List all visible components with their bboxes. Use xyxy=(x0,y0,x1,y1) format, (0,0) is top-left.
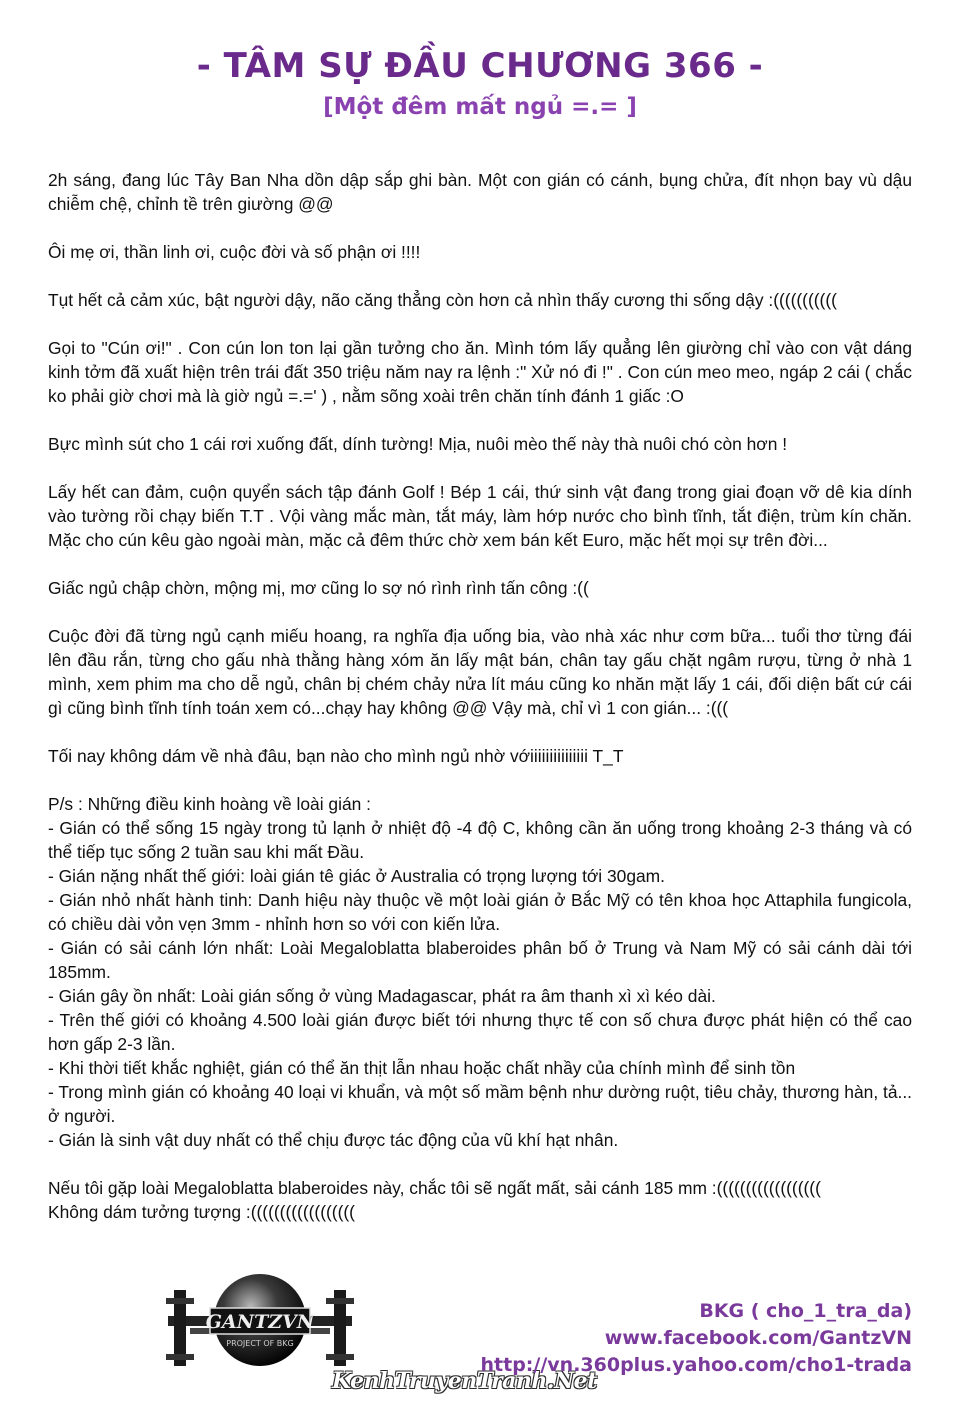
ps-heading: P/s : Những điều kinh hoàng về loài gián : xyxy=(48,794,371,814)
ps-item: - Gián gây ồn nhất: Loài gián sống ở vùng Madagascar, phát ra âm thanh xì xì kéo dài. xyxy=(48,986,716,1006)
ps-item: - Khi thời tiết khắc nghiệt, gián có thể ăn thịt lẫn nhau hoặc chất nhầy của chính mình để sinh tồn xyxy=(48,1058,796,1078)
gantzvn-logo xyxy=(160,1270,360,1390)
ps-item: - Trên thế giới có khoảng 4.500 loài gián được biết tới nhưng thực tế con số chưa được phát hiện có thể cao hơn gấp 2-3 lần. xyxy=(48,1010,912,1054)
paragraph: Tối nay không dám về nhà đâu, bạn nào cho mình ngủ nhờ vớiiiiiiiiiiiiiii T_T xyxy=(48,746,624,766)
ps-item: - Gián nhỏ nhất hành tinh: Danh hiệu này thuộc về một loài gián ở Bắc Mỹ có tên khoa học Attaphila fungicola, có chiều dài vỏn vẹn 3mm - nhỉnh hơn so với con kiến lửa. xyxy=(48,890,912,934)
logo-text: GANTZVN xyxy=(205,1311,315,1333)
paragraph: 2h sáng, đang lúc Tây Ban Nha dồn dập sắp ghi bàn. Một con gián có cánh, bụng chửa, đít nhọn bay vù dậu chiễm chệ, chỉnh tề trên giường @@ xyxy=(48,170,912,214)
paragraph: Tụt hết cả cảm xúc, bật người dậy, não căng thẳng còn hơn cả nhìn thấy cương thi sống dậy :((((((((((( xyxy=(48,290,837,310)
gantzvn-logo-graphic xyxy=(160,1270,360,1390)
paragraph: Cuộc đời đã từng ngủ cạnh miếu hoang, ra nghĩa địa uống bia, vào nhà xác như cơm bữa... tuổi thơ từng đái lên đầu rắn, từng cho gấu nhà thằng hàng xóm ăn lấy mật bán, chân tay gấu chặt ngâm rượu, từng ở nhà 1 mình, xem phim ma cho dễ ngủ, chân bị chém chảy nửa lít máu cũng ko nhăn mặt lấy 1 cái, đối diện bất cứ cái gì cũng bình tĩnh tính toán xem có...chạy hay không @@ Vậy mà, chỉ vì 1 con gián... :((( xyxy=(48,626,912,718)
page-subtitle: [Một đêm mất ngủ =.= ] xyxy=(323,94,637,120)
paragraph: Ôi mẹ ơi, thần linh ơi, cuộc đời và số phận ơi !!!! xyxy=(48,242,421,262)
ending-line: Không dám tưởng tượng :(((((((((((((((((( xyxy=(48,1202,355,1222)
article-body xyxy=(48,168,912,1224)
paragraph: Giấc ngủ chập chờn, mộng mị, mơ cũng lo sợ nó rình rình tấn công :(( xyxy=(48,578,589,598)
header xyxy=(0,44,960,124)
logo-subtext: PROJECT OF BKG xyxy=(226,1339,294,1348)
ps-item: - Gián có thể sống 15 ngày trong tủ lạnh ở nhiệt độ -4 độ C, không cần ăn uống trong khoảng 2-3 tháng và có thể tiếp tục sống 2 tuần sau khi mất Đầu. xyxy=(48,818,912,862)
ps-item: - Gián có sải cánh lớn nhất: Loài Megaloblatta blaberoides phân bố ở Trung và Nam Mỹ có sải cánh dài tới 185mm. xyxy=(48,938,912,982)
ps-section xyxy=(48,792,912,1152)
ending-section xyxy=(48,1176,912,1224)
ps-item: - Gián nặng nhất thế giới: loài gián tê giác ở Australia có trọng lượng tới 30gam. xyxy=(48,866,666,886)
watermark: KenhTruyenTranh.Net xyxy=(332,1368,597,1394)
paragraph: Bực mình sút cho 1 cái rơi xuống đất, dính tường! Mịa, nuôi mèo thế này thà nuôi chó còn hơn ! xyxy=(48,434,788,454)
paragraph: Gọi to "Cún ơi!" . Con cún lon ton lại gần tưởng cho ăn. Mình tóm lấy quẳng lên giường chỉ vào con vật dáng kinh tởm đã xuất hiện trên trái đất 350 triệu năm nay ra lệnh :" Xử nó đi !" . Con cún meo meo, ngáp 2 cái ( chắc ko phải giờ chơi mà là giờ ngủ =.=' ) , nằm sõng xoài trên chăn tính đánh 1 giấc :O xyxy=(48,338,912,406)
ps-item: - Trong mình gián có khoảng 40 loại vi khuẩn, và một số mầm bệnh như dường ruột, tiêu chảy, thương hàn, tả... ở người. xyxy=(48,1082,912,1126)
credit-facebook-link[interactable]: www.facebook.com/GantzVN xyxy=(604,1327,912,1349)
credit-blog-link[interactable]: http://vn.360plus.yahoo.com/cho1-trada xyxy=(480,1354,912,1376)
paragraph: Lấy hết can đảm, cuộn quyển sách tập đánh Golf ! Bép 1 cái, thứ sinh vật đang trong giai đoạn vỡ dê kia dính vào tường rồi chạy biến T.T . Vội vàng mắc màn, tắt máy, làm hớp nước cho bình tĩnh, tắt điện, trùm kín chăn. Mặc cho cún kêu gào ngoài màn, mặc cả đêm thức chờ xem bán kết Euro, mặc hết mọi sự trên đời... xyxy=(48,482,912,550)
ps-item: - Gián là sinh vật duy nhất có thể chịu được tác động của vũ khí hạt nhân. xyxy=(48,1130,619,1150)
credit-author: BKG ( cho_1_tra_da) xyxy=(699,1300,912,1322)
page-title: - TÂM SỰ ĐẦU CHƯƠNG 366 - xyxy=(196,46,764,86)
ending-line: Nếu tôi gặp loài Megaloblatta blaberoides này, chắc tôi sẽ ngất mất, sải cánh 185 mm :(((((((((((((((((( xyxy=(48,1178,821,1198)
credits xyxy=(481,1298,912,1379)
